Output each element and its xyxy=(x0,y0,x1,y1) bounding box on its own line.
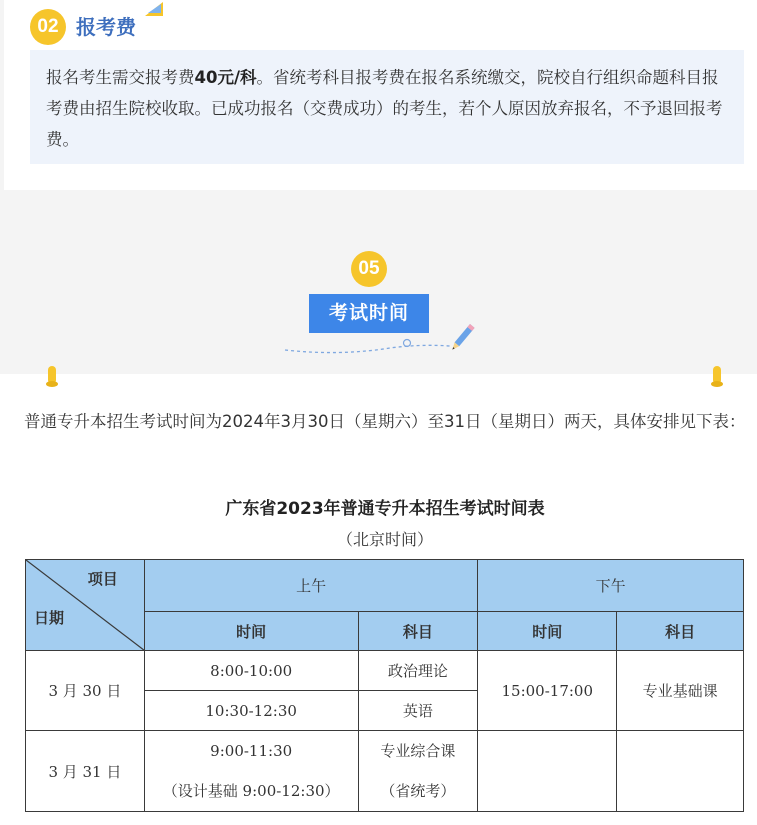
fee-text-prefix: 报名考生需交报考费 xyxy=(46,68,195,87)
date-cell-day1: 3 月 30 日 xyxy=(26,651,145,731)
fee-text-suffix: 。省统考科目报考费在报名系统缴交，院校自行组织命题科目报考费由招生院校收取。已成功报名（交费成功）的考生，若个人原因放弃报名，不予退回报考费。 xyxy=(46,68,723,149)
section-number-badge: 02 xyxy=(30,9,66,45)
pencil-icon xyxy=(280,322,490,358)
fee-description-box xyxy=(30,50,744,164)
time-cell xyxy=(478,731,617,812)
fee-amount: 40元/科 xyxy=(194,68,257,87)
time-cell: 10:30-12:30 xyxy=(144,691,358,731)
subject-cell: 政治理论 xyxy=(358,651,478,691)
subject-note: （省统考） xyxy=(380,782,456,800)
corner-header-item: 项目 xyxy=(87,570,118,588)
subject-cell: 英语 xyxy=(358,691,478,731)
time-note: （设计基础 9:00-12:30） xyxy=(162,782,340,800)
exam-time-intro: 普通专升本招生考试时间为2024年3月30日（星期六）至31日（星期日）两天，具体安排见下表： xyxy=(24,412,746,431)
afternoon-header: 下午 xyxy=(478,560,744,612)
time-cell: 8:00-10:00 xyxy=(144,651,358,691)
corner-decoration-icon xyxy=(145,2,163,16)
fee-section-title: 报考费 xyxy=(76,15,136,39)
fee-section-card xyxy=(4,0,757,190)
exam-time-card xyxy=(0,374,757,825)
subject-cell: 专业基础课 xyxy=(617,651,744,731)
corner-header-date: 日期 xyxy=(34,609,65,627)
exam-time-banner: 考试时间 xyxy=(309,294,429,333)
table-row xyxy=(26,651,744,691)
table-row xyxy=(26,731,744,812)
time-cell xyxy=(144,731,358,812)
diagonal-line xyxy=(26,560,144,650)
pin-icon xyxy=(711,366,723,388)
pm-time-header: 时间 xyxy=(478,612,617,651)
table-header-row xyxy=(26,560,744,612)
pm-subject-header: 科目 xyxy=(617,612,744,651)
morning-header: 上午 xyxy=(144,560,478,612)
subject-cell xyxy=(358,731,478,812)
time-line: 9:00-11:30 xyxy=(210,742,293,760)
am-time-header: 时间 xyxy=(144,612,358,651)
pin-icon xyxy=(46,366,58,388)
subject-line: 专业综合课 xyxy=(380,742,456,760)
corner-header-cell xyxy=(26,560,145,651)
schedule-table xyxy=(25,559,744,812)
section-number-badge: 05 xyxy=(351,251,387,287)
schedule-table-subtitle: （北京时间） xyxy=(336,530,433,549)
subject-cell xyxy=(617,731,744,812)
time-cell: 15:00-17:00 xyxy=(478,651,617,731)
date-cell-day2: 3 月 31 日 xyxy=(26,731,145,812)
schedule-table-title: 广东省2023年普通专升本招生考试时间表 xyxy=(225,499,545,519)
am-subject-header: 科目 xyxy=(358,612,478,651)
